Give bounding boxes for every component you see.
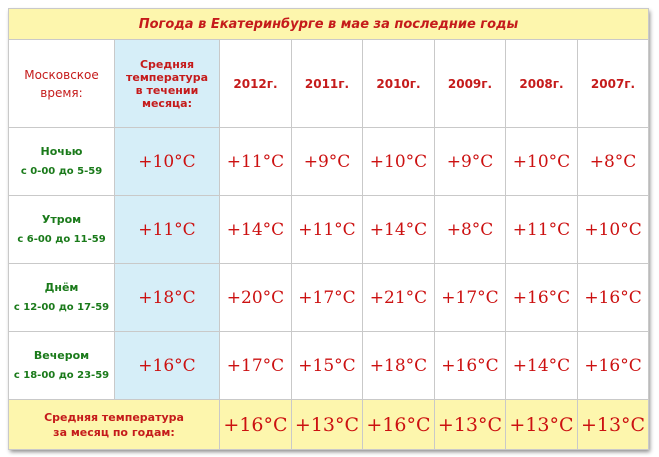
- row-time-range: с 0-00 до 5-59: [20, 165, 103, 177]
- temp-cell: +18°C: [363, 332, 435, 400]
- temp-cell: +11°C: [220, 128, 292, 196]
- row-label: [9, 332, 115, 400]
- row-time-range: с 18-00 до 23-59: [13, 369, 110, 381]
- row-label: [9, 264, 115, 332]
- avg-header-line: в течении: [135, 83, 199, 97]
- time-header-line: время:: [40, 85, 83, 100]
- table-row: [9, 128, 649, 196]
- year-header: 2008г.: [506, 40, 578, 128]
- year-header: 2010г.: [363, 40, 435, 128]
- footer-label-line: Средняя температура: [44, 410, 184, 424]
- yearly-avg-cell: +13°C: [506, 400, 578, 450]
- avg-temp-cell: +10°C: [115, 128, 220, 196]
- temp-cell: +8°C: [435, 196, 506, 264]
- row-time-range: с 12-00 до 17-59: [13, 301, 110, 313]
- temp-cell: +11°C: [292, 196, 363, 264]
- table-title: Погода в Екатеринбурге в мае за последние годы: [9, 9, 649, 40]
- row-label: [9, 128, 115, 196]
- year-header: 2009г.: [435, 40, 506, 128]
- row-name: Утром: [41, 212, 82, 226]
- row-name: Днём: [44, 280, 79, 294]
- temp-cell: +10°C: [506, 128, 578, 196]
- avg-temp-cell: +16°C: [115, 332, 220, 400]
- temp-cell: +16°C: [578, 264, 649, 332]
- footer-label: [9, 400, 220, 450]
- avg-header-line: Средняя: [139, 57, 195, 71]
- temp-cell: +10°C: [578, 196, 649, 264]
- weather-table: [8, 8, 649, 450]
- temp-cell: +16°C: [578, 332, 649, 400]
- temp-cell: +17°C: [292, 264, 363, 332]
- table-row: [9, 196, 649, 264]
- row-time-range: с 6-00 до 11-59: [17, 233, 106, 245]
- temp-cell: +17°C: [435, 264, 506, 332]
- table-row: [9, 332, 649, 400]
- avg-temp-cell: +11°C: [115, 196, 220, 264]
- temp-cell: +11°C: [506, 196, 578, 264]
- temp-cell: +15°C: [292, 332, 363, 400]
- avg-column-header: [115, 40, 220, 128]
- yearly-avg-cell: +16°C: [220, 400, 292, 450]
- time-column-header: [9, 40, 115, 128]
- yearly-avg-cell: +13°C: [435, 400, 506, 450]
- avg-header-line: месяца:: [141, 96, 192, 110]
- year-header: 2007г.: [578, 40, 649, 128]
- temp-cell: +14°C: [506, 332, 578, 400]
- row-name: Вечером: [33, 348, 90, 362]
- temp-cell: +14°C: [220, 196, 292, 264]
- table-row: [9, 264, 649, 332]
- weather-table-frame: [8, 8, 648, 449]
- temp-cell: +20°C: [220, 264, 292, 332]
- yearly-avg-cell: +13°C: [292, 400, 363, 450]
- avg-temp-cell: +18°C: [115, 264, 220, 332]
- time-header-line: Московское: [24, 67, 99, 82]
- footer-label-line: за месяц по годам:: [53, 425, 175, 439]
- footer-row: [9, 400, 649, 450]
- yearly-avg-cell: +13°C: [578, 400, 649, 450]
- temp-cell: +16°C: [435, 332, 506, 400]
- temp-cell: +8°C: [578, 128, 649, 196]
- temp-cell: +10°C: [363, 128, 435, 196]
- temp-cell: +16°C: [506, 264, 578, 332]
- temp-cell: +17°C: [220, 332, 292, 400]
- yearly-avg-cell: +16°C: [363, 400, 435, 450]
- avg-header-line: температура: [125, 70, 209, 84]
- temp-cell: +14°C: [363, 196, 435, 264]
- temp-cell: +9°C: [292, 128, 363, 196]
- year-header: 2012г.: [220, 40, 292, 128]
- row-label: [9, 196, 115, 264]
- year-header: 2011г.: [292, 40, 363, 128]
- row-name: Ночью: [40, 144, 83, 158]
- temp-cell: +9°C: [435, 128, 506, 196]
- temp-cell: +21°C: [363, 264, 435, 332]
